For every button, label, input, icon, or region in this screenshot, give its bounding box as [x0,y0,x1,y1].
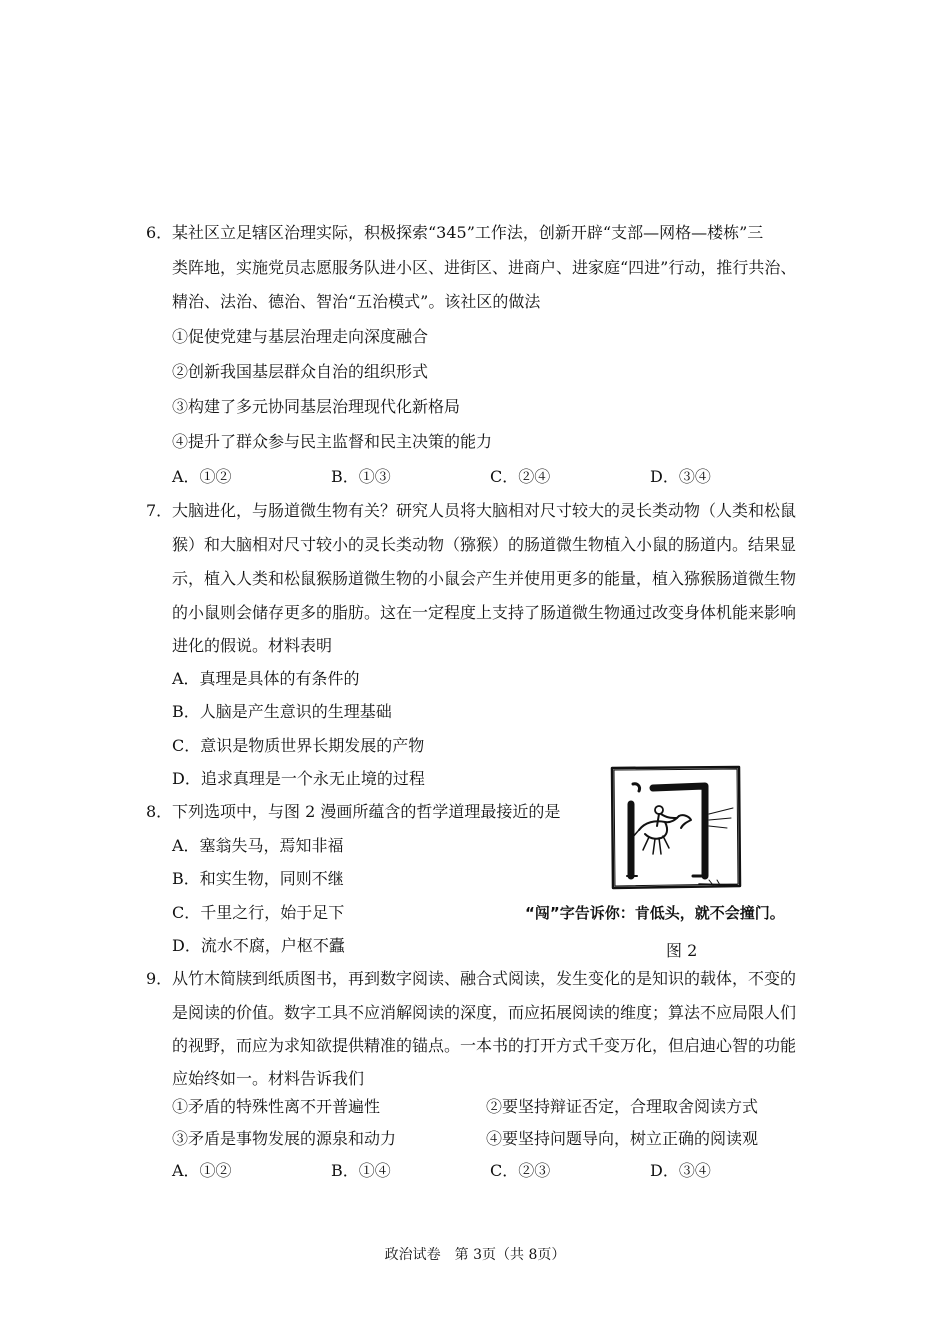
q9-item-3: ③矛盾是事物发展的源泉和动力 [172,1129,397,1148]
q6-number: 6． [146,223,173,242]
q9-stem-line-4: 应始终如一。材料告诉我们 [172,1069,365,1088]
q8-number: 8． [146,802,173,821]
q8-option-a: A．塞翁失马，焉知非福 [172,836,344,855]
q9-stem-line-2: 是阅读的价值。数字工具不应消解阅读的深度，而应拓展阅读的维度；算法不应局限人们 [172,1003,797,1022]
q6-item-4: ④提升了群众参与民主监督和民主决策的能力 [172,432,493,451]
q9-stem-line-1: 从竹木简牍到纸质图书，再到数字阅读、融合式阅读，发生变化的是知识的载体，不变的 [172,969,797,988]
q6-stem-line-3: 精治、法治、德治、智治“五治模式”。该社区的做法 [172,292,541,311]
q6-stem-line-2: 类阵地，实施党员志愿服务队进小区、进街区、进商户、进家庭“四进”行动，推行共治、 [172,258,797,277]
q6-item-2: ②创新我国基层群众自治的组织形式 [172,362,429,381]
q7-option-a: A．真理是具体的有条件的 [172,669,360,688]
q6-item-3: ③构建了多元协同基层治理现代化新格局 [172,397,461,416]
q7-stem-line-1: 大脑进化，与肠道微生物有关？研究人员将大脑相对尺寸较大的灵长类动物（人类和松鼠 [172,501,797,520]
q9-item-4: ④要坚持问题导向，树立正确的阅读观 [486,1129,759,1148]
q7-number: 7． [146,501,173,520]
q9-item-2: ②要坚持辩证否定，合理取舍阅读方式 [486,1097,759,1116]
q8-stem: 下列选项中，与图 2 漫画所蕴含的哲学道理最接近的是 [172,802,561,821]
q7-stem-line-5: 进化的假说。材料表明 [172,636,333,655]
q9-option-d: D．③④ [650,1161,711,1180]
page-footer: 政治试卷 第 3页（共 8页） [384,1247,566,1263]
q6-option-b: B．①③ [331,467,391,486]
q8-option-d: D．流水不腐，户枢不蠹 [172,936,345,955]
q6-item-1: ①促使党建与基层治理走向深度融合 [172,327,429,346]
q9-item-1: ①矛盾的特殊性离不开普遍性 [172,1097,381,1116]
q6-option-c: C．②④ [490,467,551,486]
q8-option-c: C．千里之行，始于足下 [172,903,345,922]
q9-number: 9． [146,969,173,988]
q9-option-b: B．①④ [331,1161,391,1180]
q9-option-a: A．①② [172,1161,232,1180]
q9-option-c: C．②③ [490,1161,551,1180]
q9-stem-line-3: 的视野，而应为求知欲提供精准的锚点。一本书的打开方式千变万化，但启迪心智的功能 [172,1036,797,1055]
q8-option-b: B．和实生物，同则不继 [172,869,344,888]
q6-option-d: D．③④ [650,467,711,486]
q7-stem-line-4: 的小鼠则会储存更多的脂肪。这在一定程度上支持了肠道微生物通过改变身体机能来影响 [172,603,797,622]
q7-stem-line-3: 示，植入人类和松鼠猴肠道微生物的小鼠会产生并使用更多的能量，植入猕猴肠道微生物 [172,569,797,588]
cartoon-caption: “闯”字告诉你：肯低头，就不会撞门。 [525,904,785,922]
q7-stem-line-2: 猴）和大脑相对尺寸较小的灵长类动物（猕猴）的肠道微生物植入小鼠的肠道内。结果显 [172,535,797,554]
q7-option-d: D．追求真理是一个永无止境的过程 [172,769,425,788]
q7-option-c: C．意识是物质世界长期发展的产物 [172,736,425,755]
q7-option-b: B．人脑是产生意识的生理基础 [172,702,392,721]
q6-stem-line-1: 某社区立足辖区治理实际，积极探索“345”工作法，创新开辟“支部—网格—楼栋”三 [172,223,764,242]
q6-option-a: A．①② [172,467,232,486]
cartoon-illustration [609,764,743,894]
figure-label: 图 2 [666,941,698,960]
